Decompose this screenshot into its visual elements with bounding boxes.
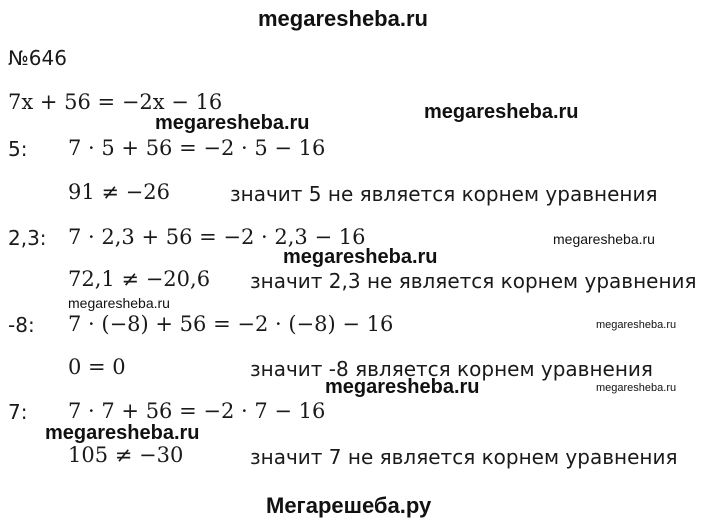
check-substitution: 7 · 5 + 56 = −2 · 5 − 16 xyxy=(68,136,326,160)
check-substitution: 7 · 7 + 56 = −2 · 7 − 16 xyxy=(68,399,326,423)
check-root-label: 7: xyxy=(8,400,28,424)
equation-text: 7x + 56 = −2x − 16 xyxy=(8,90,223,114)
watermark-text: megaresheba.ru xyxy=(553,231,655,247)
check-result: 91 ≠ −26 xyxy=(68,180,170,204)
check-conclusion: значит 5 не является корнем уравнения xyxy=(230,182,658,206)
watermark-text: megaresheba.ru xyxy=(283,246,438,268)
check-root-label: 2,3: xyxy=(8,226,47,250)
check-result: 0 = 0 xyxy=(68,355,126,379)
check-conclusion: значит 2,3 не является корнем уравнения xyxy=(250,269,697,293)
watermark-text: megaresheba.ru xyxy=(45,422,200,444)
check-conclusion: значит -8 является корнем уравнения xyxy=(250,357,653,381)
footer-brand: Мегарешеба.ру xyxy=(266,493,432,518)
problem-number: №646 xyxy=(8,46,67,70)
check-result: 105 ≠ −30 xyxy=(68,443,184,467)
watermark-text: megaresheba.ru xyxy=(155,112,310,134)
watermark-text: megaresheba.ru xyxy=(596,382,677,394)
watermark-text: megaresheba.ru xyxy=(596,319,677,331)
header-watermark: megaresheba.ru xyxy=(258,6,428,31)
check-substitution: 7 · 2,3 + 56 = −2 · 2,3 − 16 xyxy=(68,225,366,249)
watermark-text: megaresheba.ru xyxy=(424,101,579,123)
main-equation xyxy=(8,90,222,114)
check-result: 72,1 ≠ −20,6 xyxy=(68,267,211,291)
watermark-text: megaresheba.ru xyxy=(325,376,480,398)
check-conclusion: значит 7 не является корнем уравнения xyxy=(250,445,678,469)
check-root-label: -8: xyxy=(8,313,35,337)
check-substitution: 7 · (−8) + 56 = −2 · (−8) − 16 xyxy=(68,312,394,336)
check-root-label: 5: xyxy=(8,137,28,161)
watermark-text: megaresheba.ru xyxy=(68,295,170,311)
